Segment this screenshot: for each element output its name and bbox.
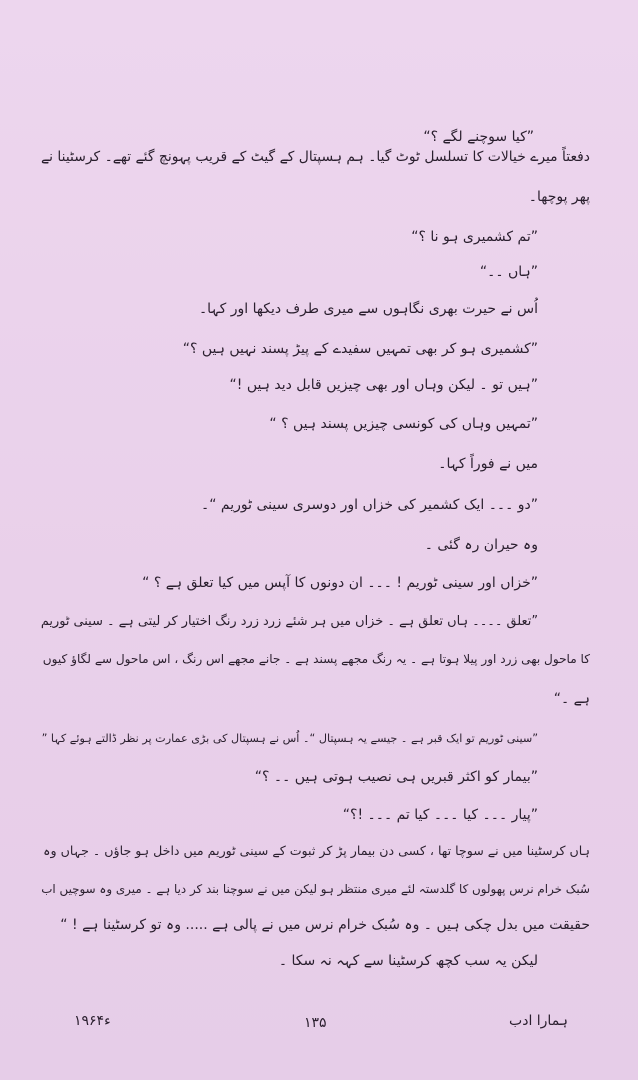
text-line: ہے ۔“ — [553, 691, 590, 707]
text-line: ”ہیں تو ۔ لیکن وہاں اور بھی چیزیں قابل دید ہیں !“ — [229, 377, 538, 393]
text-line: ”خزاں اور سینی ٹوریم ! ۔۔۔ ان دونوں کا آپس میں کیا تعلق ہے ؟ “ — [142, 575, 538, 591]
text-line: ”ہاں ۔۔“ — [479, 264, 538, 280]
text-line: ”دو ۔۔۔ ایک کشمیر کی خزاں اور دوسری سینی ٹوریم “۔ — [201, 497, 538, 513]
text-line: سُبک خرام نرس پھولوں کا گلدستہ لئے میری منتظر ہو لیکن میں نے سوچنا بند کر دیا ہے ۔ میری وہ سوچیں اب — [41, 882, 590, 896]
text-line: ”پیار ۔۔۔ کیا ۔۔۔ کیا تم ۔۔۔ !؟“ — [342, 807, 538, 823]
text-line: اُس نے حیرت بھری نگاہوں سے میری طرف دیکھا اور کہا۔ — [198, 301, 538, 317]
text-line: دفعتاً میرے خیالات کا تسلسل ٹوٹ گیا۔ ہم ہسپتال کے گیٹ کے قریب پہونچ گئے تھے۔ کرسٹینا نے — [41, 149, 590, 165]
text-line: پھر پوچھا۔ — [528, 189, 590, 205]
footer-year: ۱۹۶۴ء — [74, 1013, 111, 1029]
text-line: وہ حیران رہ گئی ۔ — [424, 537, 538, 553]
text-line: لیکن یہ سب کچھ کرسٹینا سے کہہ نہ سکا ۔ — [278, 953, 538, 969]
text-line: ہاں کرسٹینا میں نے سوچا تھا ، کسی دن بیمار پڑ کر ثبوت کے سینی ٹوریم میں داخل ہو جاؤں ۔ جہاں وہ — [43, 843, 590, 858]
text-line: حقیقت میں بدل چکی ہیں ۔ وہ سُبک خرام نرس میں نے پالی ہے ..... وہ تو کرسٹینا ہے ! “ — [60, 917, 590, 933]
text-line: ”بیمار کو اکثر قبریں ہی نصیب ہوتی ہیں ۔۔ ؟“ — [254, 769, 538, 785]
text-line: ”سینی ٹوریم تو ایک قبر ہے ۔ جیسے یہ ہسپتال “۔ اُس نے ہسپتال کی بڑی عمارت پر نظر ڈالتے ہوئے کہا ” — [41, 732, 538, 745]
text-line: ”کیا سوچنے لگے ؟“ — [423, 129, 534, 145]
text-line: میں نے فوراً کہا۔ — [438, 456, 538, 472]
journal-name: ہمارا ادب — [509, 1013, 568, 1029]
text-line: ”تمہیں وہاں کی کونسی چیزیں پسند ہیں ؟ “ — [269, 416, 538, 432]
text-line: کا ماحول بھی زرد اور پیلا ہوتا ہے ۔ یہ رنگ مجھے پسند ہے ۔ جانے مجھے اس رنگ ، اس ماحول سے لگاؤ کیوں — [42, 652, 590, 666]
text-line: ”تم کشمیری ہو نا ؟“ — [411, 229, 538, 245]
page-number: ۱۳۵ — [304, 1015, 327, 1031]
text-line: ”کشمیری ہو کر بھی تمہیں سفیدے کے پیڑ پسند نہیں ہیں ؟“ — [182, 341, 538, 357]
text-line: ”تعلق ۔۔۔۔ ہاں تعلق ہے ۔ خزاں میں ہر شئے زرد زرد رنگ اختیار کر لیتی ہے ۔ سینی ٹوریم — [40, 614, 538, 629]
